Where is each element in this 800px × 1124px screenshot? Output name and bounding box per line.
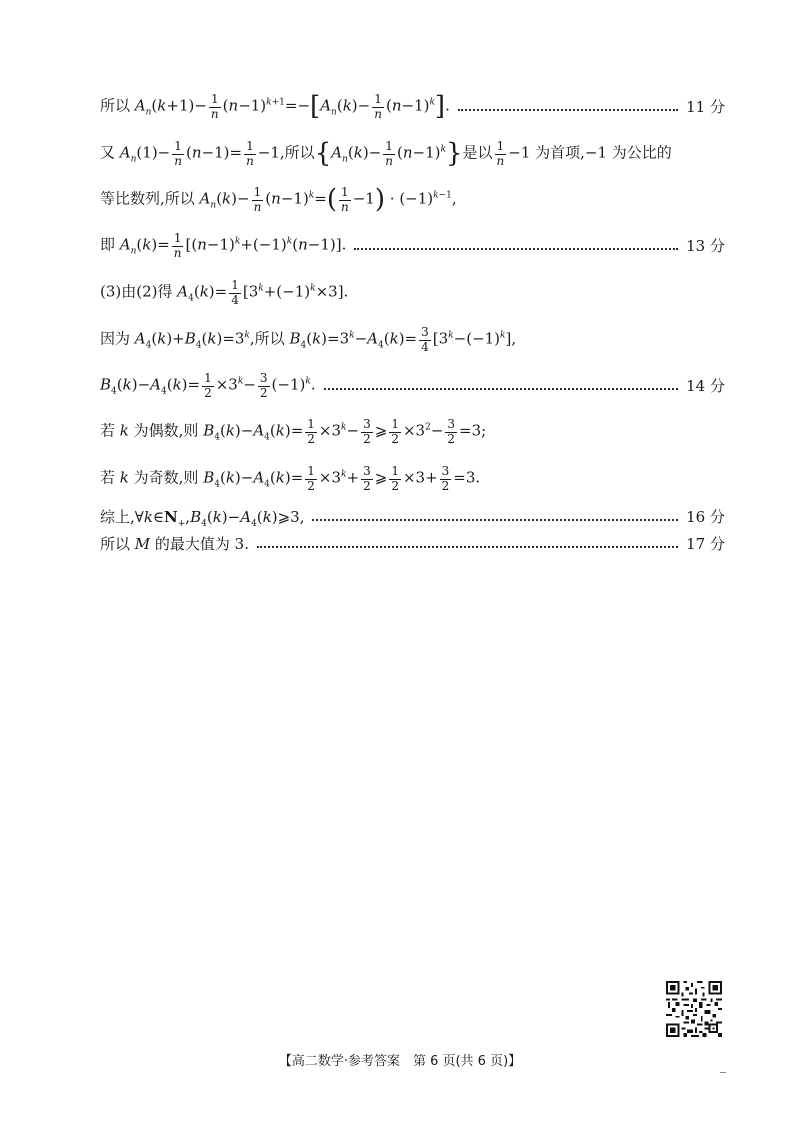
solution-line-5 — [100, 275, 725, 311]
formula: 即 $A_n(k)=$ $\frac{1}{n}$ $[(n-1)^k+(-1)^k(n-1)]$. — [100, 231, 347, 260]
formula: 综上$,\forall k\in N_+,B_4(k)-A_4(k)⩾3$, — [100, 507, 305, 529]
formula: $B_4(k)-A_4(k)=$ $\frac{1}{2}$ $\times 3^k-$ $\frac{3}{2}$ $(-1)^k$. — [100, 371, 316, 400]
formula: 所以 M 的最大值为 3. — [100, 534, 249, 553]
solution-line-8 — [100, 414, 725, 450]
corner-mark — [720, 1072, 726, 1073]
formula: 又 $A_n(1)-$ $\frac{1}{n}$ (n−1)= $\frac{1}{n}$ −1,所以{$A_n(k)-$ $\frac{1}{n}$ $(n-1)^k$}是以 $\frac{1}{n}$ −1 为首项,−1 为公比的 — [100, 139, 672, 169]
dot-leader — [312, 519, 678, 521]
solution-line-2 — [100, 136, 725, 172]
score-label: 17 分 — [686, 534, 725, 553]
score-label: 16 分 — [686, 507, 725, 526]
solution-line-11 — [100, 533, 725, 555]
score-label: 13 分 — [686, 236, 725, 255]
solution-line-4 — [100, 228, 725, 264]
solution-line-7 — [100, 368, 725, 404]
formula: 所以 $A_n(k+1)-$ $\frac{1}{n}$ $(n-1)^{k+1}=-[A_n(k)-$ $\frac{1}{n}$ $(n-1)^k$]. — [100, 92, 450, 122]
dot-leader — [324, 388, 679, 390]
page-footer: 【高二数学·参考答案 第 6 页(共 6 页)】 — [278, 1054, 522, 1069]
solution-line-1 — [100, 89, 725, 125]
score-label: 14 分 — [686, 376, 725, 395]
formula: (3)由(2)得 $A_4(k)=$ $\frac{1}{4}$ $[3^k+(-1)^k\times 3]$. — [100, 278, 349, 307]
formula: 因为 $A_4(k)+B_4(k)=3^k$,所以 $B_4(k)=3^k-A_4(k)=$ $\frac{3}{4}$ $[3^k-(-1)^k]$, — [100, 325, 517, 354]
solution-line-10 — [100, 506, 725, 528]
solution-line-6 — [100, 322, 725, 358]
formula: 等比数列,所以 $A_n(k)-$ $\frac{1}{n}$ $(n-1)^k=$( $\frac{1}{n}$ $-1) \cdot (-1)^{k-1}$, — [100, 185, 457, 215]
solution-line-3 — [100, 182, 725, 218]
solution-line-9 — [100, 461, 725, 497]
formula: 若 k 为偶数,则 $B_4(k)-A_4(k)=$ $\frac{1}{2}$ $\times 3^k-$ $\frac{3}{2}$ ⩾ $\frac{1}{2}$ $\times 3^2-$ $\frac{3}{2}$ =3; — [100, 417, 487, 446]
score-label: 11 分 — [686, 97, 725, 116]
formula: 若 k 为奇数,则 $B_4(k)-A_4(k)=$ $\frac{1}{2}$ $\times 3^k+$ $\frac{3}{2}$ ⩾ $\frac{1}{2}$ ×3+ $\frac{3}{2}$ =3. — [100, 464, 481, 493]
dot-leader — [257, 546, 678, 548]
dot-leader — [458, 109, 678, 111]
dot-leader — [354, 248, 678, 250]
qr-code — [666, 981, 722, 1037]
